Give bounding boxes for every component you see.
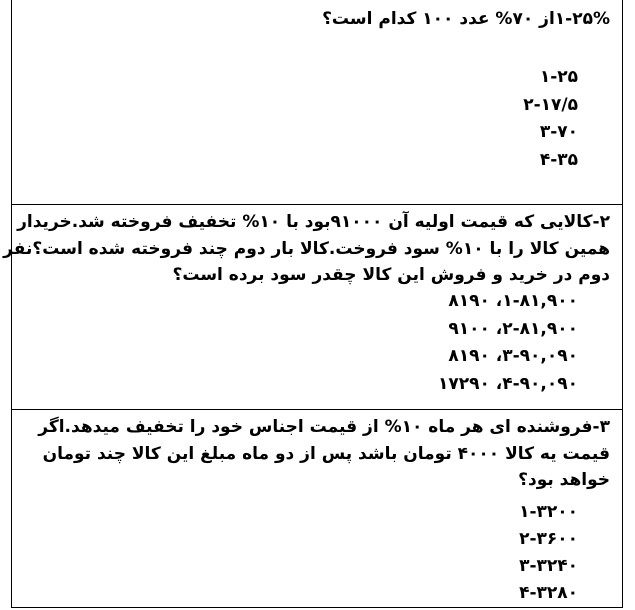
question-line: دوم در خرید و فروش این کالا چقدر سود برده است؟ [172,265,610,285]
option-item: ۳-۹۰,۰۹۰، ۸۱۹۰ [448,346,578,366]
option-item: ۴-۹۰,۰۹۰، ۱۷۲۹۰ [437,373,578,394]
question-line: همین کالا را با ۱۰% سود فروخت.کالا بار دوم چند فروخته شده است؟نفر [3,238,610,259]
option-item: ۴-۳۵ [539,149,578,170]
options-list [438,288,578,398]
option-item: ۲-۱۷/۵ [523,94,578,115]
option-item: ۱-۲۵ [539,67,578,87]
question-line: ۱-۲۵%از ۷۰% عدد ۱۰۰ کدام است؟ [322,9,610,29]
question-line: ۲-کالایی که قیمت اولیه آن ۹۱۰۰۰بود با ۱۰% تخفیف فروخته شد.خریدار [17,212,610,232]
options-list [519,499,578,607]
question-text [322,6,610,33]
options-list [523,64,578,174]
question-text [3,209,610,289]
question-line: قیمت یه کالا ۴۰۰۰ تومان باشد پس از دو ماه مبلغ این کالا چند تومان [42,443,610,464]
question-cell-1 [12,0,622,205]
question-sheet [3,0,623,608]
option-item: ۳-۷۰ [539,122,578,142]
option-item: ۲-۸۱,۹۰۰، ۹۱۰۰ [448,318,578,339]
option-item: ۲-۳۶۰۰ [519,529,578,549]
question-line: خواهد بود؟ [518,470,610,490]
option-item: ۴-۳۲۸۰ [519,583,578,603]
question-cell-2 [3,205,622,410]
option-item: ۱-۳۲۰۰ [519,502,578,522]
question-line: ۳-فروشنده ای هر ماه ۱۰% از قیمت اجناس خود را تخفیف میدهد.اگر [38,417,610,437]
question-cell-3 [12,410,622,608]
question-text [38,414,610,494]
option-item: ۱-۸۱,۹۰۰، ۸۱۹۰ [448,291,578,311]
option-item: ۳-۳۲۴۰ [519,556,578,576]
